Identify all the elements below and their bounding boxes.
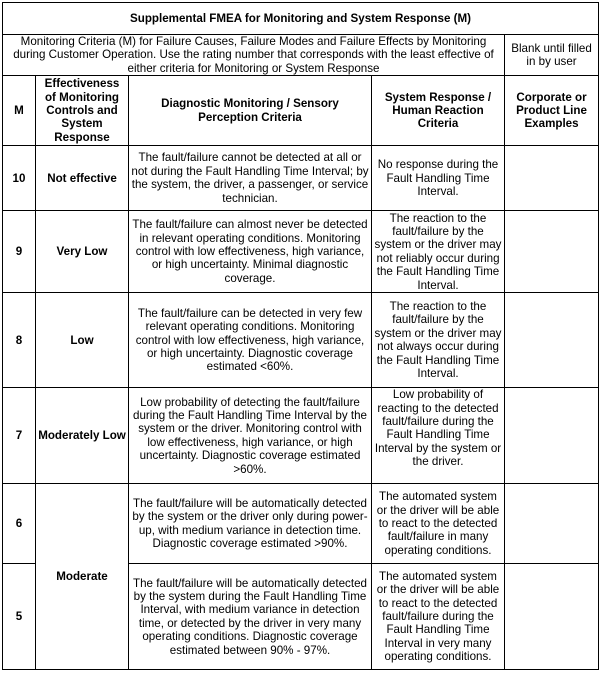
table-row [3,484,599,564]
table-row [3,388,599,484]
table-title: Supplemental FMEA for Monitoring and System Response (M) [3,3,599,35]
header-effectiveness: Effectiveness of Monitoring Controls and System Response [36,76,129,146]
system-response-cell: The reaction to the fault/failure by the system or the driver may not always occur during the Fault Handling Time Interval. [372,293,505,388]
examples-cell [505,564,599,670]
examples-cell [505,146,599,211]
rating-cell: 5 [3,564,36,670]
effectiveness-cell: Very Low [36,211,129,293]
diagnostic-cell: Low probability of detecting the fault/failure during the Fault Handling Time Interval by the system or the driver. Monitoring control with low effectiveness, high variance, or high uncertainty. Diagnostic coverage estimated >60%. [129,388,372,484]
effectiveness-cell: Low [36,293,129,388]
rating-cell: 10 [3,146,36,211]
table-row [3,146,599,211]
header-diagnostic: Diagnostic Monitoring / Sensory Perception Criteria [129,76,372,146]
table-row [3,293,599,388]
rating-cell: 8 [3,293,36,388]
header-m: M [3,76,36,146]
system-response-cell: Low probability of reacting to the detected fault/failure during the Fault Handling Time Interval by the system or the driver. [372,388,505,484]
diagnostic-cell: The fault/failure will be automatically detected by the system or the driver only during power-up, with medium variance in detection time. Diagnostic coverage estimated >90%. [129,484,372,564]
header-examples: Corporate or Product Line Examples [505,76,599,146]
system-response-cell: The reaction to the fault/failure by the system or the driver may not reliably occur during the Fault Handling Time Interval. [372,211,505,293]
effectiveness-cell: Not effective [36,146,129,211]
effectiveness-cell: Moderately Low [36,388,129,484]
rating-cell: 6 [3,484,36,564]
fmea-monitoring-table [2,2,599,670]
table-row [3,211,599,293]
system-response-cell: No response during the Fault Handling Time Interval. [372,146,505,211]
examples-cell [505,211,599,293]
header-system-response: System Response / Human Reaction Criteria [372,76,505,146]
diagnostic-cell: The fault/failure can almost never be detected in relevant operating conditions. Monitoring control with low effectiveness, high variance, or high uncertainty. Minimal diagnostic coverage. [129,211,372,293]
rating-cell: 7 [3,388,36,484]
diagnostic-cell: The fault/failure cannot be detected at all or not during the Fault Handling Time Interval; by the system, the driver, a passenger, or service technician. [129,146,372,211]
examples-cell [505,388,599,484]
rating-cell: 9 [3,211,36,293]
examples-cell [505,484,599,564]
blank-note: Blank until filled in by user [505,35,599,76]
effectiveness-cell: Moderate [36,484,129,670]
intro-text: Monitoring Criteria (M) for Failure Causes, Failure Modes and Failure Effects by Monitoring during Customer Operation. Use the rating number that corresponds with the least effective of either criteria for Monitoring or System Response [3,35,505,76]
diagnostic-cell: The fault/failure can be detected in very few relevant operating conditions. Monitoring control with low effectiveness, high variance, or high uncertainty. Diagnostic coverage estimated <60%. [129,293,372,388]
examples-cell [505,293,599,388]
diagnostic-cell: The fault/failure will be automatically detected by the system during the Fault Handling Time Interval, with medium variance in detection time, or detected by the driver in very many operating conditions. Diagnostic coverage estimated between 90% - 97%. [129,564,372,670]
system-response-cell: The automated system or the driver will be able to react to the detected fault/failure in many operating conditions. [372,484,505,564]
system-response-cell: The automated system or the driver will be able to react to the detected fault/failure during the Fault Handling Time Interval in very many operating conditions. [372,564,505,670]
